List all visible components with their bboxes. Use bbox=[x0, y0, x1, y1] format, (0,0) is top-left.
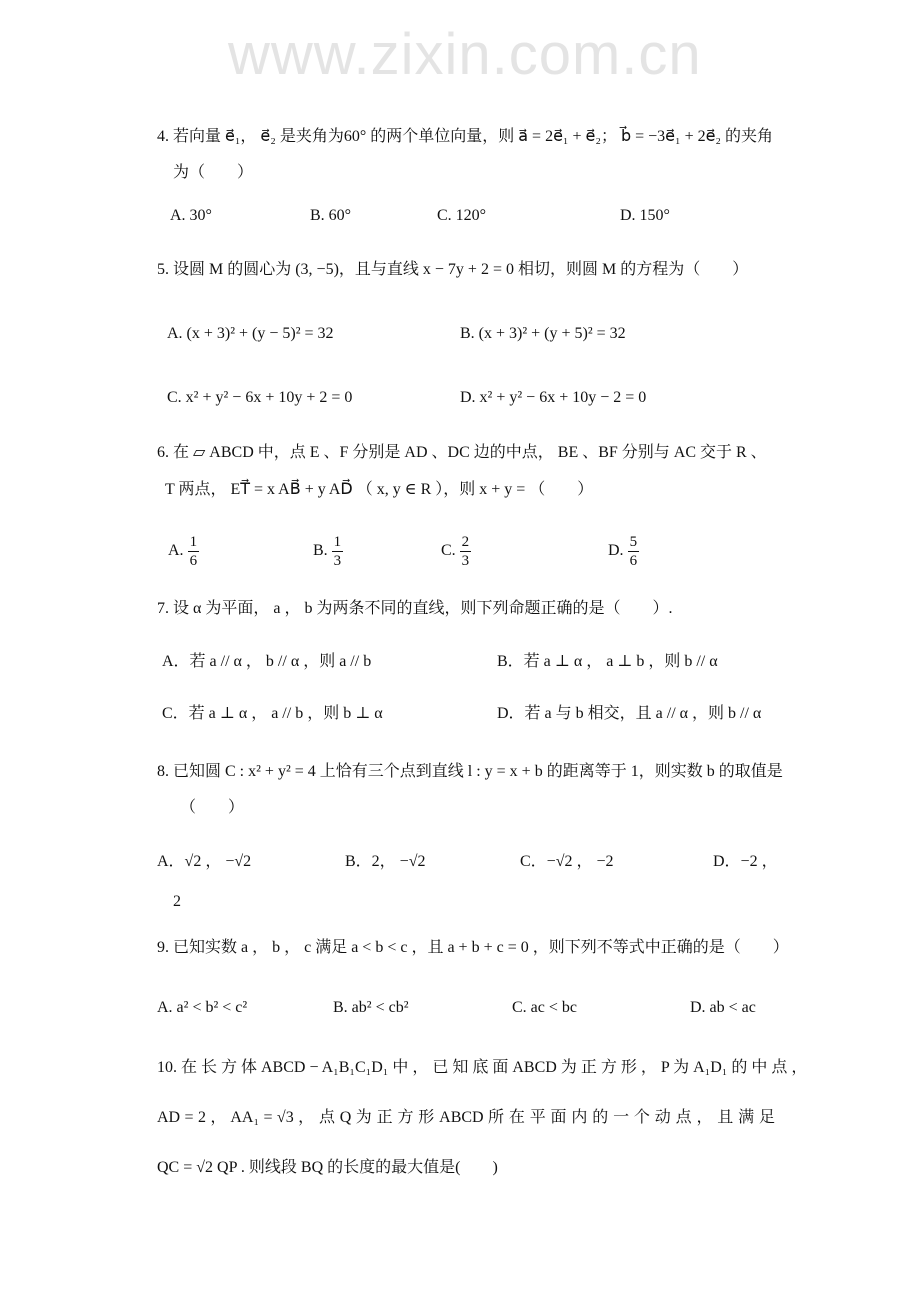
denominator: 3 bbox=[461, 553, 470, 569]
numerator: 1 bbox=[333, 534, 342, 550]
q7-option-c: C．若 a ⊥ α ， a // b ，则 b ⊥ α bbox=[162, 705, 383, 722]
q4-option-b: B. 60° bbox=[310, 207, 352, 224]
q8-stem: 8. 已知圆 C : x² + y² = 4 上恰有三个点到直线 l : y = x + b 的距离等于 1，则实数 b 的取值是 bbox=[157, 763, 783, 780]
denominator: 6 bbox=[189, 553, 198, 569]
option-label: C. bbox=[441, 542, 456, 560]
q8-stem-cont: （ ） bbox=[180, 799, 245, 816]
q4-option-a: A. 30° bbox=[170, 207, 212, 224]
q7-option-a: A．若 a // α ， b // α ，则 a // b bbox=[162, 653, 372, 670]
q9-option-b: B. ab² < cb² bbox=[333, 999, 409, 1016]
fraction bbox=[332, 533, 344, 570]
q6-option-b bbox=[313, 533, 343, 570]
q7-stem: 7. 设 α 为平面， a ， b 为两条不同的直线，则下列命题正确的是（ ）. bbox=[157, 600, 673, 617]
q6-option-d bbox=[608, 533, 639, 570]
q8-option-b: B．2， −√2 bbox=[345, 853, 426, 870]
q4-option-d: D. 150° bbox=[620, 207, 670, 224]
numerator: 2 bbox=[461, 534, 470, 550]
q7-option-d: D．若 a 与 b 相交，且 a // α ，则 b // α bbox=[497, 705, 762, 722]
q6-option-a bbox=[168, 533, 199, 570]
q5-option-d: D. x² + y² − 6x + 10y − 2 = 0 bbox=[460, 389, 647, 406]
q9-option-d: D. ab < ac bbox=[690, 999, 756, 1016]
q6-stem: 6. 在 ▱ ABCD 中，点 E 、F 分别是 AD 、DC 边的中点， BE 、BF 分别与 AC 交于 R 、 bbox=[157, 444, 767, 461]
q9-option-c: C. ac < bc bbox=[512, 999, 577, 1016]
q5-option-c: C. x² + y² − 6x + 10y + 2 = 0 bbox=[167, 389, 353, 406]
option-label: D. bbox=[608, 542, 624, 560]
fraction bbox=[628, 533, 640, 570]
q8-option-a: A．√2 ， −√2 bbox=[157, 853, 252, 870]
q5-stem: 5. 设圆 M 的圆心为 (3, −5)，且与直线 x − 7y + 2 = 0 相切，则圆 M 的方程为（ ） bbox=[157, 261, 749, 278]
watermark: www.zixin.com.cn bbox=[228, 22, 702, 87]
denominator: 3 bbox=[333, 553, 342, 569]
q9-option-a: A. a² < b² < c² bbox=[157, 999, 248, 1016]
q4-stem: 4. 若向量 e⃗₁， e⃗₂ 是夹角为60° 的两个单位向量，则 a⃗ = 2e⃗₁ + e⃗₂； b⃗ = −3e⃗₁ + 2e⃗₂ 的夹角 bbox=[157, 128, 774, 145]
fraction bbox=[188, 533, 200, 570]
q9-stem: 9. 已知实数 a ， b ， c 满足 a < b < c ，且 a + b + c = 0 ，则下列不等式中正确的是（ ） bbox=[157, 939, 789, 956]
fraction bbox=[460, 533, 472, 570]
q5-option-b: B. (x + 3)² + (y + 5)² = 32 bbox=[460, 325, 626, 342]
q8-option-d: D．−2 ， bbox=[713, 853, 778, 870]
q6-stem-cont: T 两点， ET⃗ = x AB⃗ + y AD⃗ （ x, y ∈ R ），则 x + y = （ ） bbox=[165, 481, 594, 498]
q10-stem: 10. 在 长 方 体 ABCD − A₁B₁C₁D₁ 中 ， 已 知 底 面 ABCD 为 正 方 形 ， P 为 A₁D₁ 的 中 点 ， bbox=[157, 1059, 808, 1076]
q4-stem-cont: 为（ ） bbox=[173, 164, 254, 181]
denominator: 6 bbox=[629, 553, 638, 569]
q10-stem-end: QC = √2 QP . 则线段 BQ 的长度的最大值是( ) bbox=[157, 1159, 498, 1176]
option-label: B. bbox=[313, 542, 328, 560]
q7-option-b: B．若 a ⊥ α ， a ⊥ b ，则 b // α bbox=[497, 653, 718, 670]
q6-option-c bbox=[441, 533, 471, 570]
q8-option-c: C．−√2 ， −2 bbox=[520, 853, 614, 870]
q4-option-c: C. 120° bbox=[437, 207, 487, 224]
numerator: 1 bbox=[189, 534, 198, 550]
option-label: A. bbox=[168, 542, 184, 560]
q8-option-d-wrap: 2 bbox=[173, 893, 181, 910]
q10-stem-cont: AD = 2 ， AA₁ = √3 ， 点 Q 为 正 方 形 ABCD 所 在 平 面 内 的 一 个 动 点 ， 且 满 足 bbox=[157, 1109, 775, 1126]
numerator: 5 bbox=[629, 534, 638, 550]
q5-option-a: A. (x + 3)² + (y − 5)² = 32 bbox=[167, 325, 334, 342]
